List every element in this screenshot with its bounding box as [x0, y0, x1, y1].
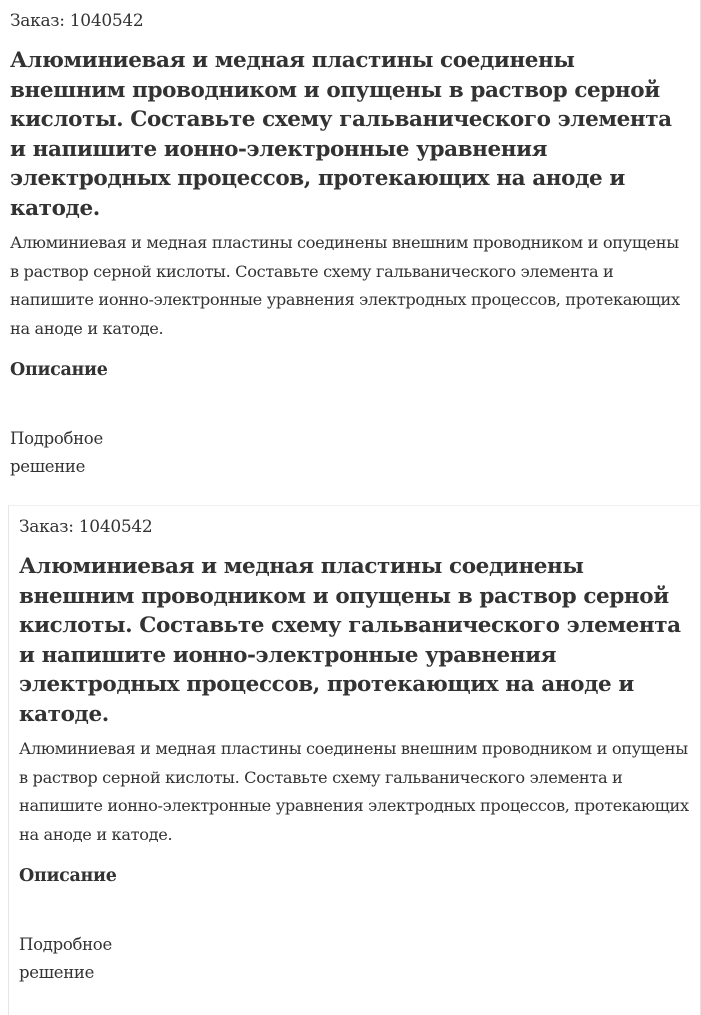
- description-heading: Описание: [19, 866, 117, 886]
- task-text: Алюминиевая и медная пластины соединены внешним проводником и опущены в раствор серной кислоты. Составьте схему гальванического элемента и напишите ионно-электронные уравнения электродных процессов, протекающих на аноде и катоде.: [10, 233, 680, 338]
- order-number: Заказ: 1040542: [10, 11, 144, 31]
- task-text: Алюминиевая и медная пластины соединены внешним проводником и опущены в раствор серной кислоты. Составьте схему гальванического элемента и напишите ионно-электронные уравнения электродных процессов, протекающих на аноде и катоде.: [19, 739, 689, 844]
- detailed-solution-link[interactable]: Подробное решение: [10, 429, 103, 476]
- task-title: Алюминиевая и медная пластины соединены внешним проводником и опущены в раствор серной кислоты. Составьте схему гальванического элемента и напишите ионно-электронные уравнения электродных процессов, протекающих на аноде и катоде.: [19, 554, 681, 727]
- order-number: Заказ: 1040542: [19, 517, 153, 537]
- order-card: [8, 505, 701, 1015]
- task-title: Алюминиевая и медная пластины соединены внешним проводником и опущены в раствор серной кислоты. Составьте схему гальванического элемента и напишите ионно-электронные уравнения электродных процессов, протекающих на аноде и катоде.: [10, 48, 672, 221]
- order-card: [0, 0, 700, 500]
- detailed-solution-link[interactable]: Подробное решение: [19, 935, 112, 982]
- description-heading: Описание: [10, 360, 108, 380]
